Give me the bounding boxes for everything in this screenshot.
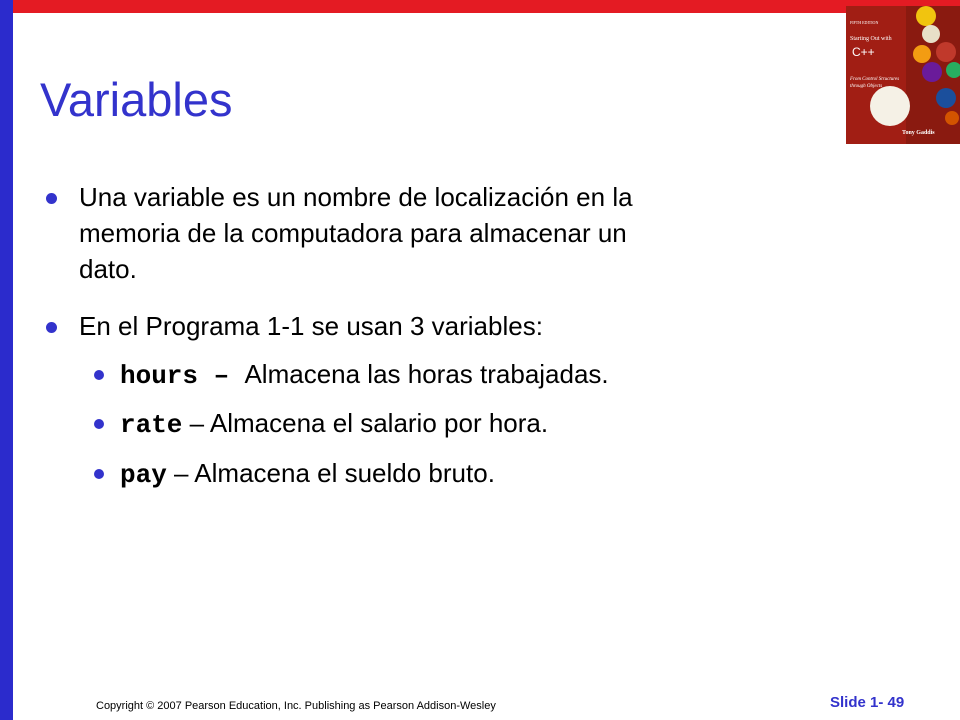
cover-edition: FIFTH EDITION xyxy=(850,20,879,25)
sub-bullet-dot xyxy=(94,419,104,429)
code-pay: pay xyxy=(120,460,167,490)
bullet-dot xyxy=(46,322,57,333)
sub-bullet-pay-text: – Almacena el sueldo bruto. xyxy=(174,458,495,488)
slide-number: Slide 1- 49 xyxy=(830,694,905,711)
bullet-1-line-1: Una variable es un nombre de localización en la xyxy=(79,182,633,212)
cover-author: Tony Gaddis xyxy=(902,130,935,136)
book-cover-image xyxy=(846,6,960,144)
bullet-2-line-1: En el Programa 1-1 se usan 3 variables: xyxy=(79,311,543,341)
bullet-dot xyxy=(46,193,57,204)
bullet-1-line-3: dato. xyxy=(79,254,137,284)
code-hours: hours – xyxy=(120,361,230,391)
sub-bullet-pay xyxy=(120,456,495,493)
sub-bullet-dot xyxy=(94,370,104,380)
cover-language: C++ xyxy=(852,45,875,59)
left-blue-bar xyxy=(0,0,13,720)
top-red-bar xyxy=(0,0,960,13)
sub-bullet-hours xyxy=(120,357,609,394)
slide-title: Variables xyxy=(40,73,233,126)
code-rate: rate xyxy=(120,410,183,440)
sub-bullet-rate-text: – Almacena el salario por hora. xyxy=(189,408,549,438)
sub-bullet-dot xyxy=(94,469,104,479)
bullet-1-line-2: memoria de la computadora para almacenar un xyxy=(79,218,627,248)
sub-bullet-rate xyxy=(120,406,548,443)
cover-series: Starting Out with xyxy=(850,36,892,42)
sub-bullet-hours-text: Almacena las horas trabajadas. xyxy=(244,359,609,389)
cover-subtitle-2: through Objects xyxy=(850,84,883,89)
cover-subtitle-1: From Control Structures xyxy=(850,77,900,82)
copyright-text: Copyright © 2007 Pearson Education, Inc. Publishing as Pearson Addison-Wesley xyxy=(96,700,496,712)
